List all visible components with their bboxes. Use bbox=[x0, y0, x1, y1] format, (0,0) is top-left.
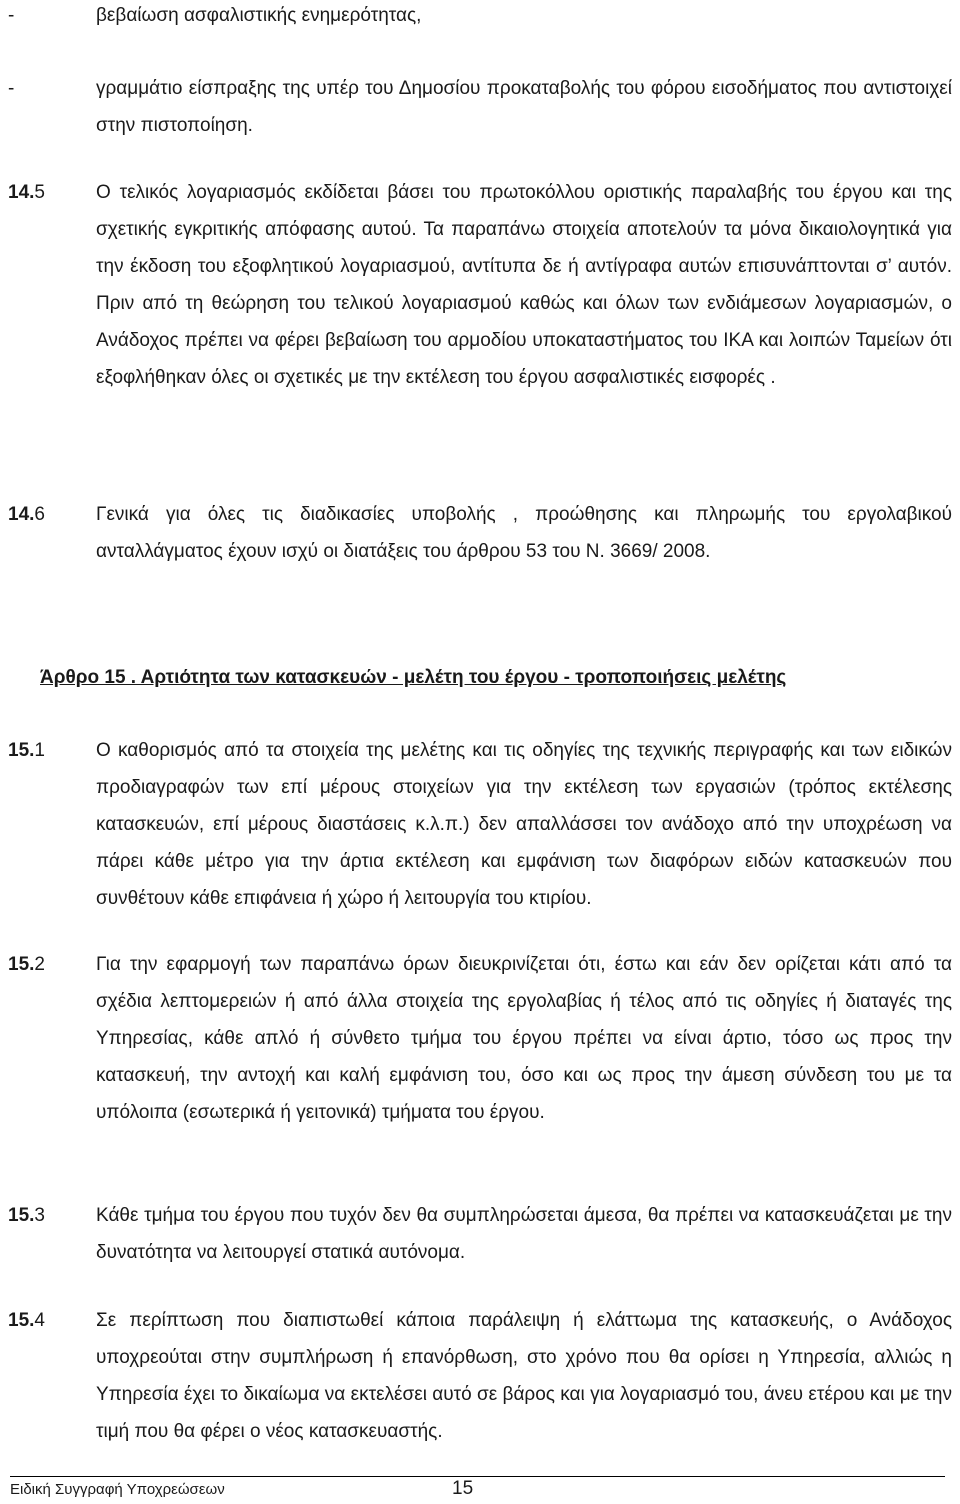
bullet-text: βεβαίωση ασφαλιστικής ενημερότητας, bbox=[96, 5, 422, 26]
section-15-3 bbox=[0, 1197, 960, 1271]
section-text: Ο καθορισμός από τα στοιχεία της μελέτης και τις οδηγίες της τεχνικής περιγραφής και των ειδικών προδιαγραφών των επί μέρους στοιχείων για την εκτέλεση των εργασιών (τρόπος εκτέλεσης κατασκευών, επί μέρους διαστάσεις κ.λ.π.) δεν απαλλάσσει τον ανάδοχο από την υποχρέωση να πάρει κάθε μέτρο για την άρτια εκτέλεση και εμφάνιση των διαφόρων ειδών κατασκευών που συνθέτουν κάθε επιφάνεια ή χώρο ή λειτουργία του κτιρίου. bbox=[96, 740, 952, 909]
section-15-1 bbox=[0, 732, 960, 954]
section-number: 15.1 bbox=[8, 740, 45, 761]
section-text: Σε περίπτωση που διαπιστωθεί κάποια παράλειψη ή ελάττωμα της κατασκευής, ο Ανάδοχος υποχρεούται στην συμπλήρωση ή επανόρθωση, στο χρόνο που θα ορίσει η Υπηρεσία, αλλιώς η Υπηρεσία έχει το δικαίωμα να εκτελέσει αυτό σε βάρος και για λογαριασμό του, άνευ ετέρου και με την τιμή που θα φέρει ο νέος κατασκευαστής. bbox=[96, 1310, 952, 1442]
bullet-marker: - bbox=[8, 5, 15, 26]
section-text: Γενικά για όλες τις διαδικασίες υποβολής , προώθησης και πληρωμής του εργολαβικού ανταλλάγματος έχουν ισχύ οι διατάξεις του άρθρου 53 του Ν. 3669/ 2008. bbox=[96, 504, 952, 562]
section-15-4 bbox=[0, 1302, 960, 1477]
section-number: 14.5 bbox=[8, 182, 45, 203]
bullet-text: γραμμάτιο είσπραξης της υπέρ του Δημοσίου προκαταβολής του φόρου εισοδήματος που αντιστοιχεί στην πιστοποίηση. bbox=[96, 78, 952, 136]
bullet-marker: - bbox=[8, 78, 15, 99]
section-14-6 bbox=[0, 496, 960, 607]
section-number: 15.2 bbox=[8, 954, 45, 975]
section-number: 14.6 bbox=[8, 504, 45, 525]
page-number: 15 bbox=[452, 1478, 474, 1499]
footer-label: Ειδική Συγγραφή Υποχρεώσεων bbox=[10, 1481, 225, 1498]
bullet-item bbox=[0, 70, 960, 144]
footer-divider bbox=[10, 1476, 945, 1477]
section-number: 15.4 bbox=[8, 1310, 45, 1331]
bullet-item bbox=[0, 0, 960, 34]
article-heading: Άρθρο 15 . Αρτιότητα των κατασκευών - μελέτη του έργου - τροποποιήσεις μελέτης bbox=[40, 667, 787, 688]
section-text: Ο τελικός λογαριασμός εκδίδεται βάσει του πρωτοκόλλου οριστικής παραλαβής του έργου και της σχετικής εγκριτικής απόφασης αυτού. Τα παραπάνω στοιχεία αποτελούν τα μόνα δικαιολογητικά για την έκδοση του εξοφλητικού λογαριασμού, αντίτυπα δε ή αντίγραφα αυτών επισυνάπτονται σ’ αυτόν. Πριν από τη θεώρηση του τελικού λογαριασμού καθώς και όλων των ενδιάμεσων λογαριασμών, ο Ανάδοχος πρέπει να φέρει βεβαίωση του αρμοδίου υποκαταστήματος του ΙΚΑ και λοιπών Ταμείων ότι εξοφλήθηκαν όλες οι σχετικές με την εκτέλεση του έργου ασφαλιστικές εισφορές . bbox=[96, 182, 952, 388]
section-text: Για την εφαρμογή των παραπάνω όρων διευκρινίζεται ότι, έστω και εάν δεν ορίζεται κάτι από τα σχέδια λεπτομερειών ή από άλλα στοιχεία της εργολαβίας ή τέλος από τις οδηγίες ή διαταγές της Υπηρεσίας, κάθε απλό ή σύνθετο τμήμα του έργου πρέπει να είναι άρτιο, τόσο ως προς την κατασκευή, την αντοχή και καλή εμφάνιση του, όσο και ως προς την άμεση σύνδεση του με τα υπόλοιπα (εσωτερικά ή γειτονικά) τμήματα του έργου. bbox=[96, 954, 952, 1123]
section-14-5 bbox=[0, 174, 960, 470]
section-number: 15.3 bbox=[8, 1205, 45, 1226]
section-text: Κάθε τμήμα του έργου που τυχόν δεν θα συμπληρώσεται άμεσα, θα πρέπει να κατασκευάζεται με την δυνατότητα να λειτουργεί στατικά αυτόνομα. bbox=[96, 1205, 952, 1263]
section-15-2 bbox=[0, 946, 960, 1168]
